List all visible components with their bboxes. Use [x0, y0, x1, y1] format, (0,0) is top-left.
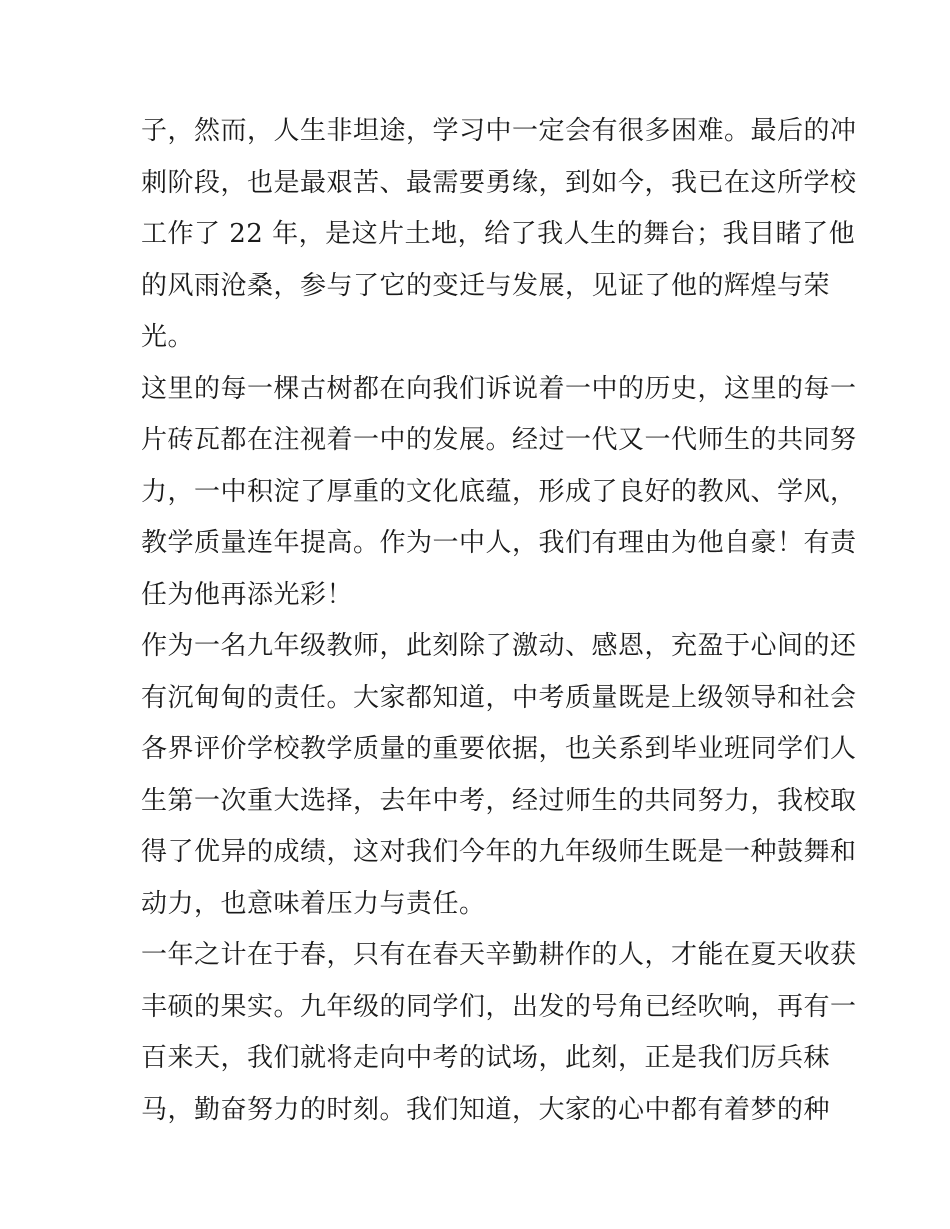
text-line: 刺阶段，也是最艰苦、最需要勇缘，到如今，我已在这所学校	[141, 167, 857, 198]
text-line: 百来天，我们就将走向中考的试场，此刻，正是我们厉兵秣	[141, 1043, 831, 1073]
text-line: 得了优异的成绩，这对我们今年的九年级师生既是一种鼓舞和	[141, 837, 857, 867]
text-line: 一年之计在于春，只有在春天辛勤耕作的人，才能在夏天收获	[141, 940, 857, 970]
text-line: 各界评价学校教学质量的重要依据，也关系到毕业班同学们人	[141, 734, 857, 764]
text-line: 任为他再添光彩！	[141, 579, 354, 610]
text-line: 动力，也意味着压力与责任。	[141, 888, 486, 919]
text-line: 这里的每一棵古树都在向我们诉说着一中的历史，这里的每一	[141, 373, 857, 404]
text-line: 子，然而，人生非坦途，学习中一定会有很多困难。最后的冲	[141, 116, 857, 146]
text-line: 马，勤奋努力的时刻。我们知道，大家的心中都有着梦的种	[141, 1094, 831, 1125]
text-line: 力，一中积淀了厚重的文化底蕴，形成了良好的教风、学风，	[141, 476, 857, 507]
text-line: 生第一次重大选择，去年中考，经过师生的共同努力，我校取	[141, 785, 857, 816]
text-line: 作为一名九年级教师，此刻除了激动、感恩，充盈于心间的还	[141, 631, 857, 661]
text-line: 片砖瓦都在注视着一中的发展。经过一代又一代师生的共同努	[141, 425, 857, 455]
body-text	[141, 106, 857, 1136]
text-line: 有沉甸甸的责任。大家都知道，中考质量既是上级领导和社会	[141, 682, 857, 713]
text-line: 教学质量连年提高。作为一中人，我们有理由为他自豪！有责	[141, 528, 857, 558]
text-line: 工作了 22 年，是这片土地，给了我人生的舞台；我目睹了他	[141, 219, 856, 249]
text-line: 的风雨沧桑，参与了它的变迁与发展，见证了他的辉煌与荣	[141, 270, 831, 301]
text-line: 光。	[141, 322, 195, 352]
text-line: 丰硕的果实。九年级的同学们，出发的号角已经吹响，再有一	[141, 991, 857, 1022]
